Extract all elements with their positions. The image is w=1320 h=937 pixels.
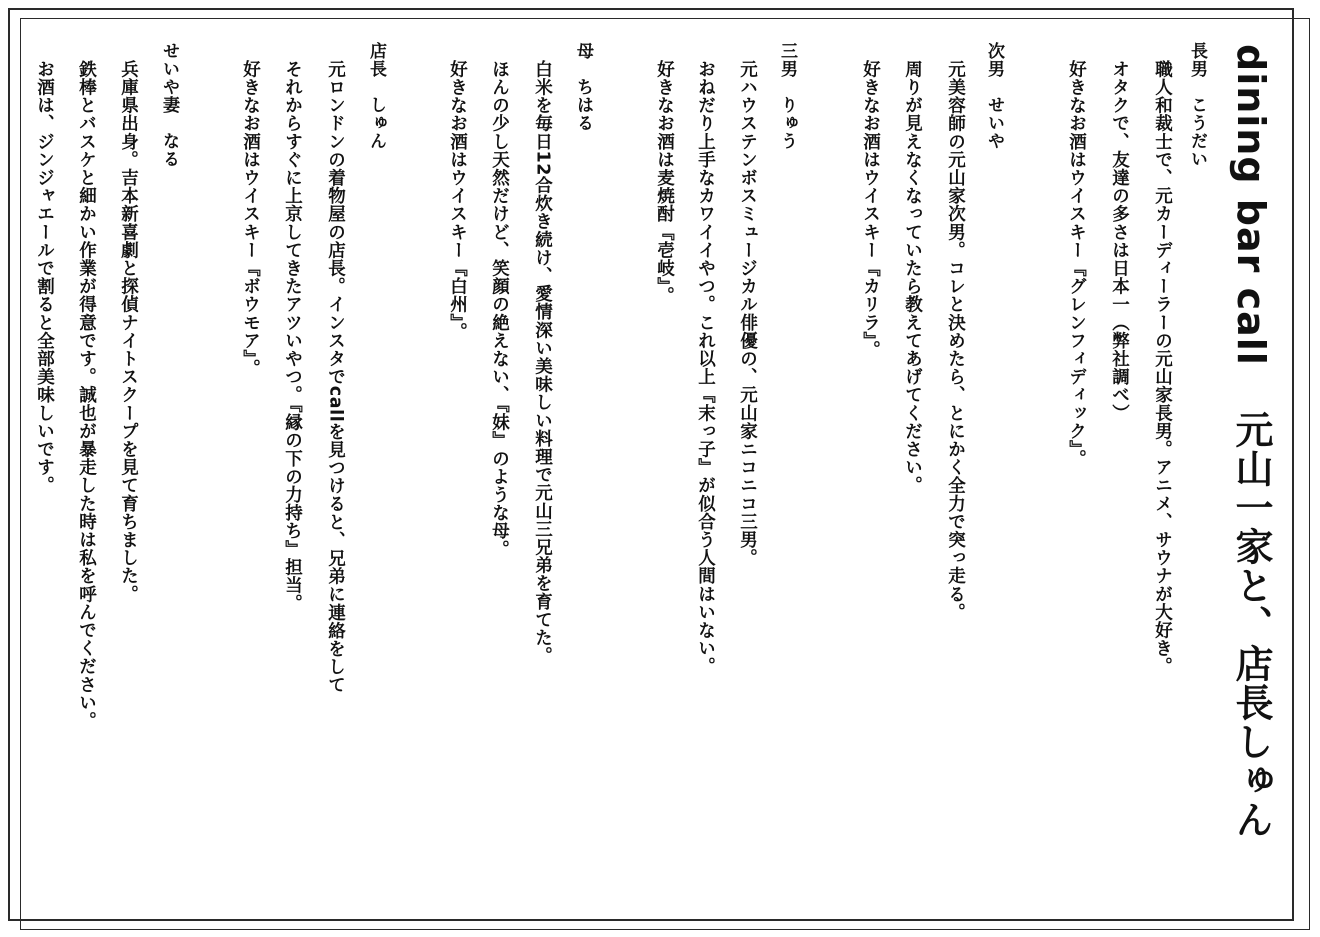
section-line: 好きなお酒は麦焼酎『壱岐』。	[654, 60, 675, 305]
section-name-mother: 母 ちはる	[573, 42, 593, 132]
section-name-manager: 店長 しゅん	[366, 42, 386, 150]
section-line: 職人和裁士で、元カーディーラーの元山家長男。アニメ、サウナが大好き。	[1152, 60, 1173, 676]
section-line: 周りが見えなくなっていたら教えてあげてください。	[902, 60, 923, 495]
section-name-third-son: 三男 りゅう	[777, 42, 797, 150]
section-line: 元ロンドンの着物屋の店長。インスタでcallを見つけると、兄弟に連絡をして	[325, 60, 346, 694]
section-line: おねだり上手なカワイイやつ。これ以上『末っ子』が似合う人間はいない。	[695, 60, 716, 676]
section-line: 好きなお酒はウイスキー『ボウモア』。	[240, 60, 261, 378]
title-family: 元山一家と、店長しゅん	[1229, 409, 1273, 839]
section-line: 兵庫県出身。吉本新喜劇と探偵ナイトスクープを見て育ちました。	[118, 60, 139, 603]
title-bar-name: dining bar call	[1229, 44, 1273, 366]
section-line: 好きなお酒はウイスキー『グレンフィディック』。	[1066, 60, 1087, 468]
section-line: 白米を毎日12合炊き続け、愛情深い美味しい料理で元山三兄弟を育てた。	[532, 60, 553, 665]
section-line: 好きなお酒はウイスキー『白州』。	[447, 60, 468, 341]
section-line: ほんの少し天然だけど、笑顔の絶えない、『妹』のような母。	[489, 60, 510, 559]
section-line: 元ハウステンボスミュージカル俳優の、元山家ニコニコ三男。	[737, 60, 758, 567]
section-line: お酒は、ジンジャエールで割ると全部美味しいです。	[34, 60, 55, 495]
section-line: 好きなお酒はウイスキー『カリラ』。	[860, 60, 881, 359]
section-name-eldest-son: 長男 こうだい	[1187, 42, 1207, 168]
section-line: オタクで、友達の多さは日本一（弊社調べ）	[1109, 60, 1130, 422]
section-name-wife: せいや妻 なる	[159, 42, 179, 168]
section-name-second-son: 次男 せいや	[984, 42, 1004, 150]
page-title	[1229, 44, 1273, 839]
section-line: 鉄棒とバスケと細かい作業が得意です。誠也が暴走した時は私を呼んでください。	[76, 60, 97, 730]
section-line: 元美容師の元山家次男。コレと決めたら、とにかく全力で突っ走る。	[945, 60, 966, 622]
section-line: それからすぐに上京してきたアツいやつ。『縁の下の力持ち』担当。	[282, 60, 303, 613]
